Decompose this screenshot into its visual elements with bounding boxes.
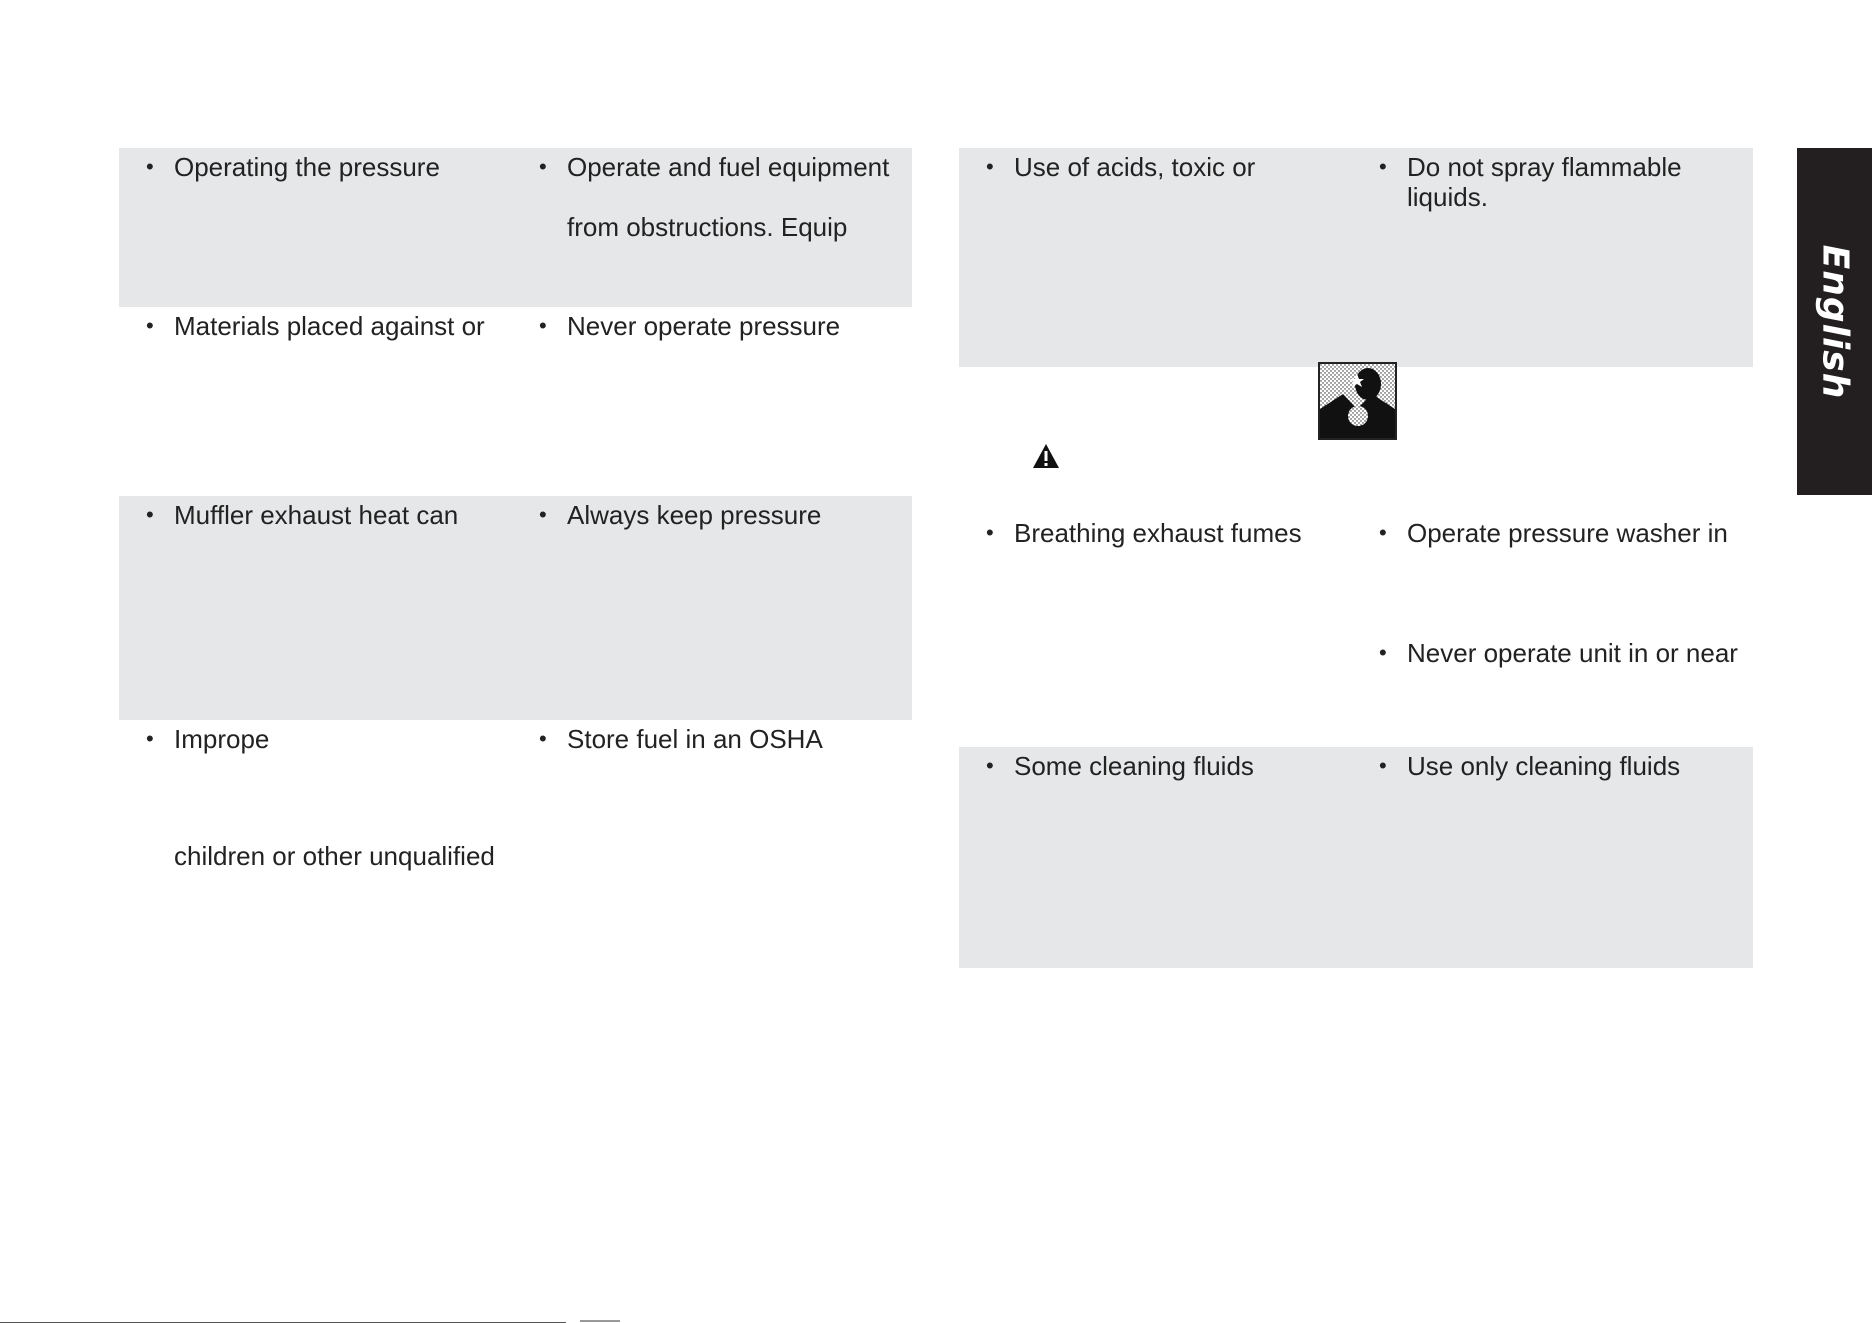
bullet-operate-fuel bbox=[539, 152, 890, 182]
bullet-dot: • bbox=[539, 726, 547, 751]
bullet-text: Imprope bbox=[174, 724, 270, 754]
bullet-breathing-exhaust bbox=[986, 518, 1302, 548]
bullet-dot: • bbox=[146, 726, 154, 751]
bullet-text: Do not spray flammable bbox=[1407, 152, 1682, 182]
bullet-text: Some cleaning fluids bbox=[1014, 751, 1254, 781]
bullet-text: Use of acids, toxic or bbox=[1014, 152, 1256, 182]
bullet-dot: • bbox=[146, 502, 154, 527]
bullet-always-keep bbox=[539, 500, 822, 530]
continuation-liquids: liquids. bbox=[1407, 182, 1488, 212]
bullet-dot: • bbox=[1379, 640, 1387, 665]
bullet-some-cleaning-fluids bbox=[986, 751, 1254, 781]
language-tab-label: English bbox=[1814, 244, 1855, 399]
bullet-dot: • bbox=[1379, 154, 1387, 179]
bullet-dot: • bbox=[539, 313, 547, 338]
bullet-text: Always keep pressure bbox=[567, 500, 822, 530]
bullet-dot: • bbox=[986, 154, 994, 179]
bullet-text: Never operate pressure bbox=[567, 311, 841, 341]
warning-triangle-icon bbox=[1032, 443, 1060, 469]
bullet-text: Never operate unit in or near bbox=[1407, 638, 1738, 668]
bullet-dot: • bbox=[986, 753, 994, 778]
bullet-never-operate-pressure bbox=[539, 311, 841, 341]
bullet-text: Muffler exhaust heat can bbox=[174, 500, 459, 530]
bullet-dot: • bbox=[146, 154, 154, 179]
bullet-dot: • bbox=[539, 154, 547, 179]
bullet-materials-placed bbox=[146, 311, 485, 341]
bullet-text: Materials placed against or bbox=[174, 311, 485, 341]
bullet-text: Use only cleaning fluids bbox=[1407, 751, 1681, 781]
bullet-text: Breathing exhaust fumes bbox=[1014, 518, 1302, 548]
exhaust-fumes-hazard-icon bbox=[1318, 362, 1397, 440]
bullet-text: Operate and fuel equipment bbox=[567, 152, 890, 182]
bullet-use-of-acids bbox=[986, 152, 1256, 182]
continuation-obstructions: from obstructions. Equip bbox=[567, 212, 848, 242]
bottom-mark bbox=[580, 1320, 620, 1322]
bullet-dot: • bbox=[1379, 753, 1387, 778]
bullet-dot: • bbox=[539, 502, 547, 527]
bullet-do-not-spray bbox=[1379, 152, 1682, 182]
bullet-improper bbox=[146, 724, 270, 754]
bullet-text: Store fuel in an OSHA bbox=[567, 724, 823, 754]
bullet-store-fuel bbox=[539, 724, 823, 754]
bullet-muffler-exhaust bbox=[146, 500, 459, 530]
language-tab bbox=[1797, 148, 1872, 495]
bullet-dot: • bbox=[986, 520, 994, 545]
bullet-dot: • bbox=[146, 313, 154, 338]
bullet-never-operate-unit bbox=[1379, 638, 1738, 668]
bullet-dot: • bbox=[1379, 520, 1387, 545]
continuation-children: children or other unqualified bbox=[174, 841, 495, 871]
bullet-operating-pressure bbox=[146, 152, 440, 182]
bullet-operate-pressure-washer bbox=[1379, 518, 1728, 548]
bullet-text: Operating the pressure bbox=[174, 152, 440, 182]
bullet-use-only-cleaning bbox=[1379, 751, 1681, 781]
bullet-text: Operate pressure washer in bbox=[1407, 518, 1728, 548]
